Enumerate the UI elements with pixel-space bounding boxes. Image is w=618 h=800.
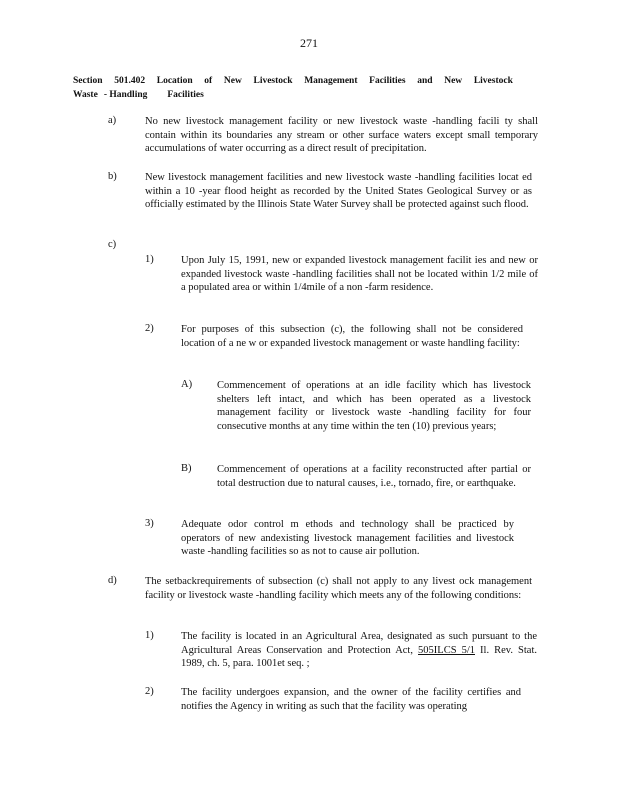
heading-word: New <box>444 76 463 86</box>
heading-word: Livestock <box>473 76 513 86</box>
item-text-d: The setbackrequirements of subsection (c) shall not apply to any livest ock management facility or livestock waste -handling facility which meets any of the following conditions: <box>145 576 532 601</box>
item-label-c2a: A) <box>181 379 193 390</box>
item-label-a: a) <box>108 115 117 126</box>
item-label-c3: 3) <box>145 518 154 529</box>
heading-word: Facilities <box>167 90 204 100</box>
section-heading <box>73 74 513 102</box>
heading-word: Location <box>156 76 193 86</box>
item-text-c2a: Commencement of operations at an idle facility which has livestock shelters left intact, and which has been operated as a livestock management facility or livestock waste -handling facility for four consecutive months at any time within the ten (10) previous years; <box>217 380 531 432</box>
item-label-c2: 2) <box>145 323 154 334</box>
item-text-a: No new livestock management facility or new livestock waste -handling facili ty shall contain within its boundaries any stream or other surface waters except small temporary accumulations of water occurring as a direct result of precipitation. <box>145 116 538 154</box>
item-text-c2: For purposes of this subsection (c), the following shall not be considered location of a ne w or expanded livestock management or waste handling facility: <box>181 324 523 349</box>
item-label-d2: 2) <box>145 686 154 697</box>
item-label-c2b: B) <box>181 463 192 474</box>
d1-text-end: Il. Rev. Stat. 1989, ch. 5, para. 1001et seq. ; <box>181 644 537 669</box>
d1-text-start: The facility is located in an Agricultural Area, designated as such pursuant to the Agricultural Areas Conservation and Protection Act, <box>181 631 537 656</box>
item-label-d: d) <box>108 575 117 586</box>
item-text-c1: Upon July 15, 1991, new or expanded livestock management facilit ies and new or expanded livestock waste -handling facilities shall not be located within 1/2 mile of a populated area or within 1/4mile of a non -farm residence. <box>181 255 538 293</box>
item-label-b: b) <box>108 171 117 182</box>
heading-word: Section <box>73 76 103 86</box>
heading-word: Facilities <box>369 76 406 86</box>
heading-word: Livestock <box>253 76 293 86</box>
page-number: 271 <box>300 36 318 50</box>
item-label-d1: 1) <box>145 630 154 641</box>
heading-word: Waste <box>73 90 98 100</box>
citation-underlined: 505ILCS 5/1 <box>418 644 475 656</box>
heading-word: - Handling <box>103 90 148 100</box>
heading-word: and <box>417 76 433 86</box>
item-text-c2b: Commencement of operations at a facility reconstructed after partial or total destruction due to natural causes, i.e., tornado, fire, or earthquake. <box>217 464 531 489</box>
heading-word: New <box>223 76 242 86</box>
heading-word: Management <box>304 76 358 86</box>
item-text-d1 <box>181 630 537 671</box>
item-label-c1: 1) <box>145 254 154 265</box>
item-text-c3: Adequate odor control m ethods and technology shall be practiced by operators of new andexisting livestock management facilities and livestock waste -handling facilities so as not to cause air pollution. <box>181 519 514 557</box>
heading-word: of <box>204 76 213 86</box>
item-label-c: c) <box>108 239 117 250</box>
item-text-b: New livestock management facilities and new livestock waste -handling facilities locat ed within a 10 -year flood height as recorded by the United States Geological Survey or as officially estimated by the Illinois State Water Survey shall be protected against such flood. <box>145 172 532 210</box>
item-text-d2: The facility undergoes expansion, and the owner of the facility certifies and notifies the Agency in writing as such that the facility was operating <box>181 687 521 712</box>
heading-word: 501.402 <box>114 76 146 86</box>
